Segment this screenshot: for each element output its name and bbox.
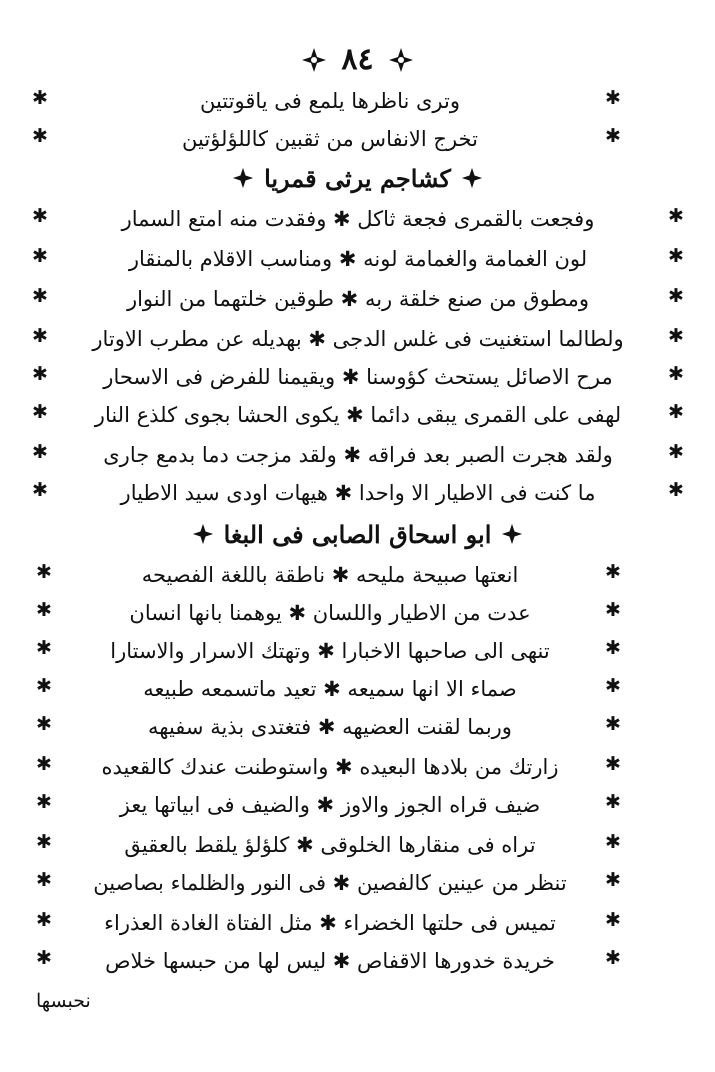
verse-line xyxy=(0,556,715,594)
verse-line xyxy=(0,708,715,746)
verse-text: عدت من الاطيار واللسان ✱ يوهمنا بانها انسان xyxy=(129,601,531,625)
verse-text: صماء الا انها سميعه ✱ تعيد ماتسمعه طبيعه xyxy=(143,677,517,701)
star-icon: ✱ xyxy=(668,325,684,347)
star-icon: ✱ xyxy=(668,245,684,267)
star-icon: ✱ xyxy=(605,561,621,583)
star-icon: ✱ xyxy=(32,401,48,423)
star-icon: ✱ xyxy=(605,599,621,621)
star-icon: ✱ xyxy=(36,947,52,969)
verse-line xyxy=(0,594,715,632)
verse-line xyxy=(0,942,715,980)
verse-text: وترى ناظرها يلمع فى ياقوتتين xyxy=(199,89,461,113)
verse-line xyxy=(0,670,715,708)
star-icon: ✱ xyxy=(36,909,52,931)
star-icon: ✱ xyxy=(605,87,621,109)
verse-text: وفجعت بالقمرى فجعة ثاكل ✱ وفقدت منه امتع السمار xyxy=(121,207,595,231)
verse-text: تنظر من عينين كالفصين ✱ فى النور والظلماء بصاصين xyxy=(93,871,567,895)
verse-line xyxy=(0,786,715,824)
star-icon: ✱ xyxy=(605,791,621,813)
fleuron-icon xyxy=(388,47,414,73)
verse-line xyxy=(0,632,715,670)
star-icon: ✱ xyxy=(32,441,48,463)
verse-text: وربما لقنت العضيهه ✱ فتغتدى بذية سفيهه xyxy=(148,715,512,739)
star-icon: ✱ xyxy=(32,363,48,385)
star-icon: ✱ xyxy=(32,125,48,147)
star-icon: ✱ xyxy=(605,713,621,735)
fleuron-icon xyxy=(501,523,523,545)
poem-title-text: ابو اسحاق الصابى فى البغا xyxy=(223,519,492,549)
star-icon: ✱ xyxy=(605,831,621,853)
verse-text: ولقد هجرت الصبر بعد فراقه ✱ ولقد مزجت دما بدمع جارى xyxy=(103,443,613,467)
star-icon: ✱ xyxy=(32,205,48,227)
verse-text: خريدة خدورها الاقفاص ✱ ليس لها من حبسها خلاص xyxy=(105,949,555,973)
star-icon: ✱ xyxy=(36,599,52,621)
star-icon: ✱ xyxy=(605,675,621,697)
verse-text: لهفى على القمرى يبقى دائما ✱ يكوى الحشا بجوى كلذع النار xyxy=(94,403,622,427)
verse-line xyxy=(0,748,715,786)
intro-line xyxy=(0,120,715,158)
fleuron-icon xyxy=(461,167,483,189)
star-icon: ✱ xyxy=(36,831,52,853)
star-icon: ✱ xyxy=(32,285,48,307)
verse-text: تميس فى حلتها الخضراء ✱ مثل الفتاة الغادة العذراء xyxy=(104,911,556,935)
star-icon: ✱ xyxy=(668,441,684,463)
star-icon: ✱ xyxy=(36,869,52,891)
star-icon: ✱ xyxy=(605,909,621,931)
verse-text: ومطوق من صنع خلقة ربه ✱ طوقين خلتهما من النوار xyxy=(126,287,590,311)
star-icon: ✱ xyxy=(36,791,52,813)
star-icon: ✱ xyxy=(668,363,684,385)
star-icon: ✱ xyxy=(32,479,48,501)
verse-line xyxy=(0,200,715,238)
verse-line xyxy=(0,826,715,864)
verse-text: ما كنت فى الاطيار الا واحدا ✱ هيهات اودى سيد الاطيار xyxy=(120,481,596,505)
fleuron-icon xyxy=(232,167,254,189)
verse-text: مرح الاصائل يستحث كؤوسنا ✱ ويقيمنا للفرض فى الاسحار xyxy=(103,365,613,389)
verse-line xyxy=(0,396,715,434)
star-icon: ✱ xyxy=(605,637,621,659)
verse-text: لون الغمامة والغمامة لونه ✱ ومناسب الاقلام بالمنقار xyxy=(128,247,588,271)
star-icon: ✱ xyxy=(605,869,621,891)
verse-line xyxy=(0,240,715,278)
star-icon: ✱ xyxy=(668,205,684,227)
star-icon: ✱ xyxy=(32,325,48,347)
verse-line xyxy=(0,280,715,318)
page-header xyxy=(0,38,715,82)
verse-text: تخرج الانفاس من ثقبين كاللؤلؤتين xyxy=(182,127,478,151)
poem-title xyxy=(0,158,715,198)
verse-text: ضيف قراه الجوز والاوز ✱ والضيف فى ابياتها يعز xyxy=(119,793,541,817)
verse-text: انعتها صبيحة مليحه ✱ ناطقة باللغة الفصيحه xyxy=(141,563,519,587)
fleuron-icon xyxy=(192,523,214,545)
star-icon: ✱ xyxy=(36,637,52,659)
catchword: نحبسها xyxy=(36,990,91,1012)
star-icon: ✱ xyxy=(605,753,621,775)
star-icon: ✱ xyxy=(36,713,52,735)
star-icon: ✱ xyxy=(36,561,52,583)
verse-line xyxy=(0,358,715,396)
star-icon: ✱ xyxy=(668,401,684,423)
poem-title xyxy=(0,514,715,554)
star-icon: ✱ xyxy=(668,479,684,501)
poem-title-text: كشاجم يرثى قمريا xyxy=(264,163,451,193)
verse-line xyxy=(0,904,715,942)
verse-text: تراه فى منقارها الخلوقى ✱ كلؤلؤ يلقط بالعقيق xyxy=(124,833,536,857)
star-icon: ✱ xyxy=(668,285,684,307)
verse-text: ولطالما استغنيت فى غلس الدجى ✱ بهديله عن مطرب الاوتار xyxy=(92,327,624,351)
star-icon: ✱ xyxy=(36,675,52,697)
verse-line xyxy=(0,320,715,358)
fleuron-icon xyxy=(301,47,327,73)
star-icon: ✱ xyxy=(605,947,621,969)
star-icon: ✱ xyxy=(605,125,621,147)
verse-text: زارتك من بلادها البعيده ✱ واستوطنت عندك كالقعيده xyxy=(101,755,559,779)
star-icon: ✱ xyxy=(36,753,52,775)
verse-line xyxy=(0,474,715,512)
star-icon: ✱ xyxy=(32,245,48,267)
verse-line xyxy=(0,436,715,474)
intro-line xyxy=(0,82,715,120)
page-number: ٨٤ xyxy=(341,42,374,77)
star-icon: ✱ xyxy=(32,87,48,109)
verse-line xyxy=(0,864,715,902)
verse-text: تنهى الى صاحبها الاخبارا ✱ وتهتك الاسرار والاستارا xyxy=(110,639,550,663)
